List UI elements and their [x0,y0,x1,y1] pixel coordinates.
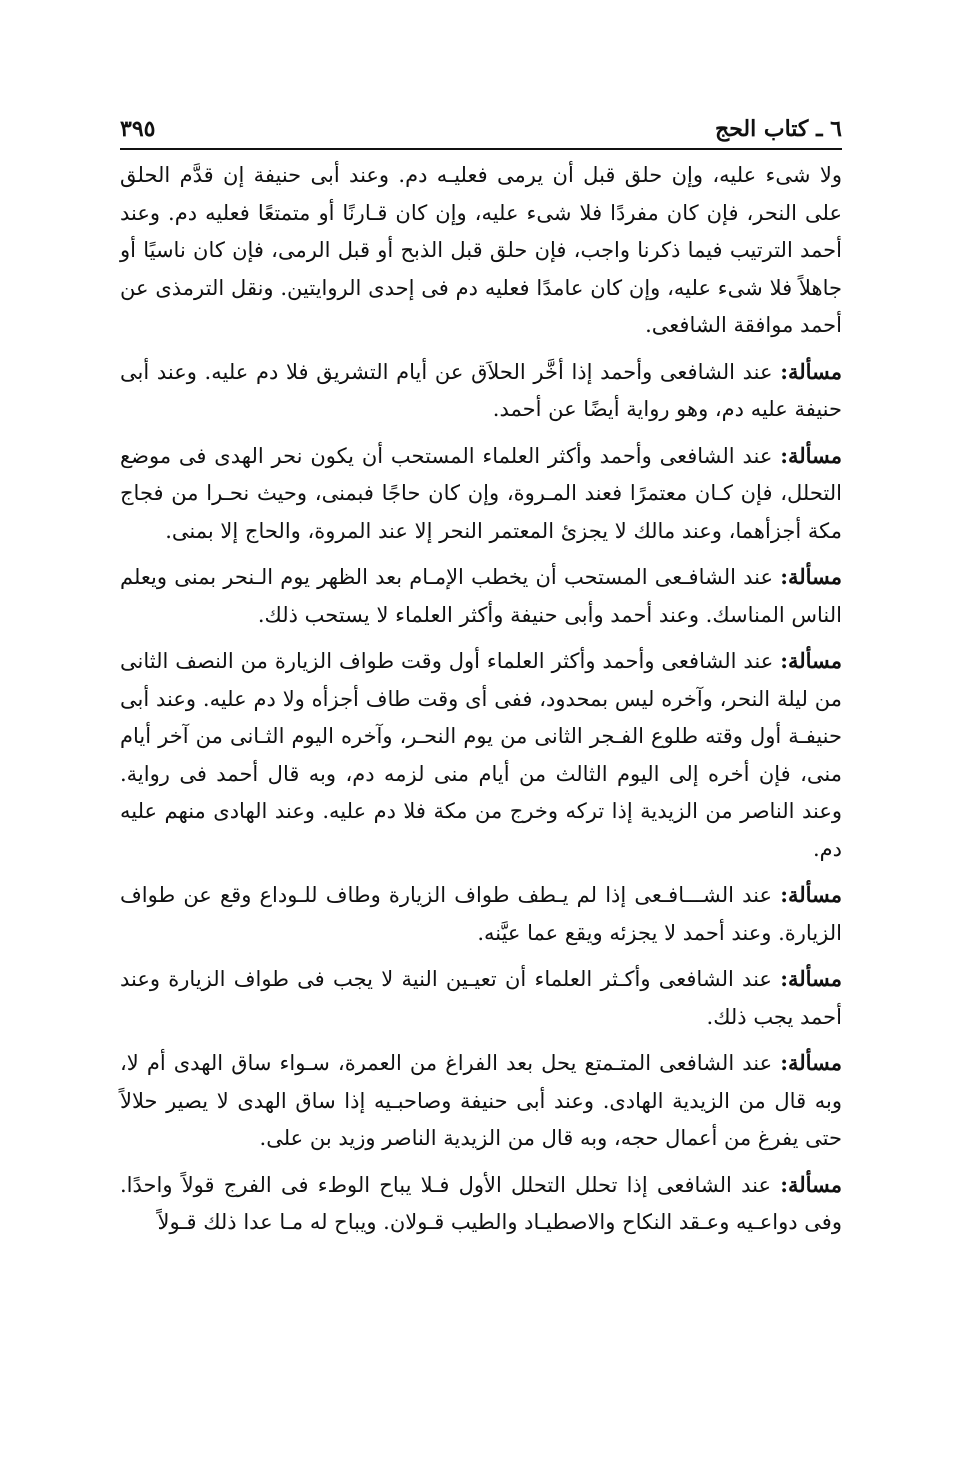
paragraph-text: عند الشافعى المتـمتع يحل بعد الفراغ من العمرة، سـواء ساق الهدى أم لا، وبه قال من الزيدية الهادى. وعند أبى حنيفة وصاحبـيه إذا ساق الهدى لا يصير حلالاً حتى يفرغ من أعمال حجه، وبه قال من الزيدية الناصر وزيد بن على. [120,1051,842,1150]
paragraph [120,1044,842,1158]
issue-label: مسألة: [780,358,842,384]
issue-label: مسألة: [780,648,842,673]
paragraph [120,558,842,634]
paragraph-text: ولا شىء عليه، وإن حلق قبل أن يرمى فعليـه دم. وعند أبى حنيفة إن قدَّم الحلق على النحر، فإن كان مفردًا فلا شىء عليه، وإن كان قـارنًا أو متمتعًا فعليه دم. وعند أحمد الترتيب فيما ذكرنا واجب، فإن حلق قبل الذبح أو قبل الرمى، فإن كان ناسيًا أو جاهلاً فلا شىء عليه، وإن كان عامدًا فعليه دم فى إحدى الروايتين. ونقل الترمذى عن أحمد موافقة الشافعى. [120,163,843,337]
paragraph [120,1166,842,1242]
paragraph-text: عند الشافعى وأحمد وأكثر العلماء أول وقت طواف الزيارة من النصف الثانى من ليلة النحر، وآخره ليس بمحدود، ففى أى وقت طاف أجزأه ولا دم عليه. وعند أبى حنيفـة أول وقته طلوع الفـجر الثانى من يوم النحـر، وآخره اليوم الثـانى من آخر أيام منى، فإن أخره إلى اليوم الثالث من أيام منى لزمه دم، وبه قال أحمد فى رواية. وعند الناصر من الزيدية إذا تركه وخرج من مكة فلا دم عليه. وعند الهادى منهم عليه دم. [120,649,842,861]
paragraph-text: عند الشافعى إذا تحلل التحلل الأول فـلا يباح الوطء فى الفرج قولاً واحدًا. وفى دواعـيه وعـقد النكاح والاصطيـاد والطيب قـولان. ويباح له مـا عدا ذلك قـولاً [120,1172,842,1234]
page-header [120,100,842,142]
paragraph [120,437,842,551]
page-number: ٣٩٥ [120,116,156,142]
paragraph [120,960,842,1036]
paragraph-text: عند الشافعى وأحمد وأكثر العلماء المستحب أن يكون نحر الهدى فى موضع التحلل، فإن كـان معتمرًا فعند المـروة، وإن كان حاجًا فبمنى، وحيث نحـرا من فجاج مكة أجزأهما، وعند مالك لا يجزئ المعتمر النحر إلا عند المروة، والحاج إلا بمنى. [120,443,842,543]
issue-label: مسألة: [780,1050,842,1075]
paragraph [120,156,842,345]
issue-label: مسألة: [780,966,842,991]
paragraph-text: عند الشـــافـعى إذا لم يـطف طواف الزيارة وطاف للـوداع وقع عن طواف الزيارة. وعند أحمد لا يجزئه ويقع عما عيَّنه. [120,883,842,945]
issue-label: مسألة: [780,882,842,907]
paragraph [120,353,842,429]
paragraph [120,876,842,952]
paragraph-text: عند الشافـعى المستحب أن يخطب الإمـام بعد الظهر يوم الـنحر بمنى ويعلم الناس المناسك. وعند أحمد وأبى حنيفة وأكثر العلماء لا يستحب ذلك. [120,565,842,627]
header-rule [120,148,842,150]
paragraph [120,642,842,868]
issue-label: مسألة: [780,1171,842,1197]
paragraph-text: عند الشافعى وأحمد إذا أخَّر الحلاَق عن أيام التشريق فلا دم عليه. وعند أبى حنيفة عليه دم، وهو رواية أيضًا عن أحمد. [120,359,842,421]
issue-label: مسألة: [780,564,842,589]
paragraph-text: عند الشافعى وأكـثر العلماء أن تعيـين النية لا يجب فى طواف الزيارة وعند أحمد يجب ذلك. [120,967,842,1029]
page-body [120,156,842,1250]
running-head: ٦ ـ كتاب الحج [715,116,842,142]
issue-label: مسألة: [780,442,842,468]
